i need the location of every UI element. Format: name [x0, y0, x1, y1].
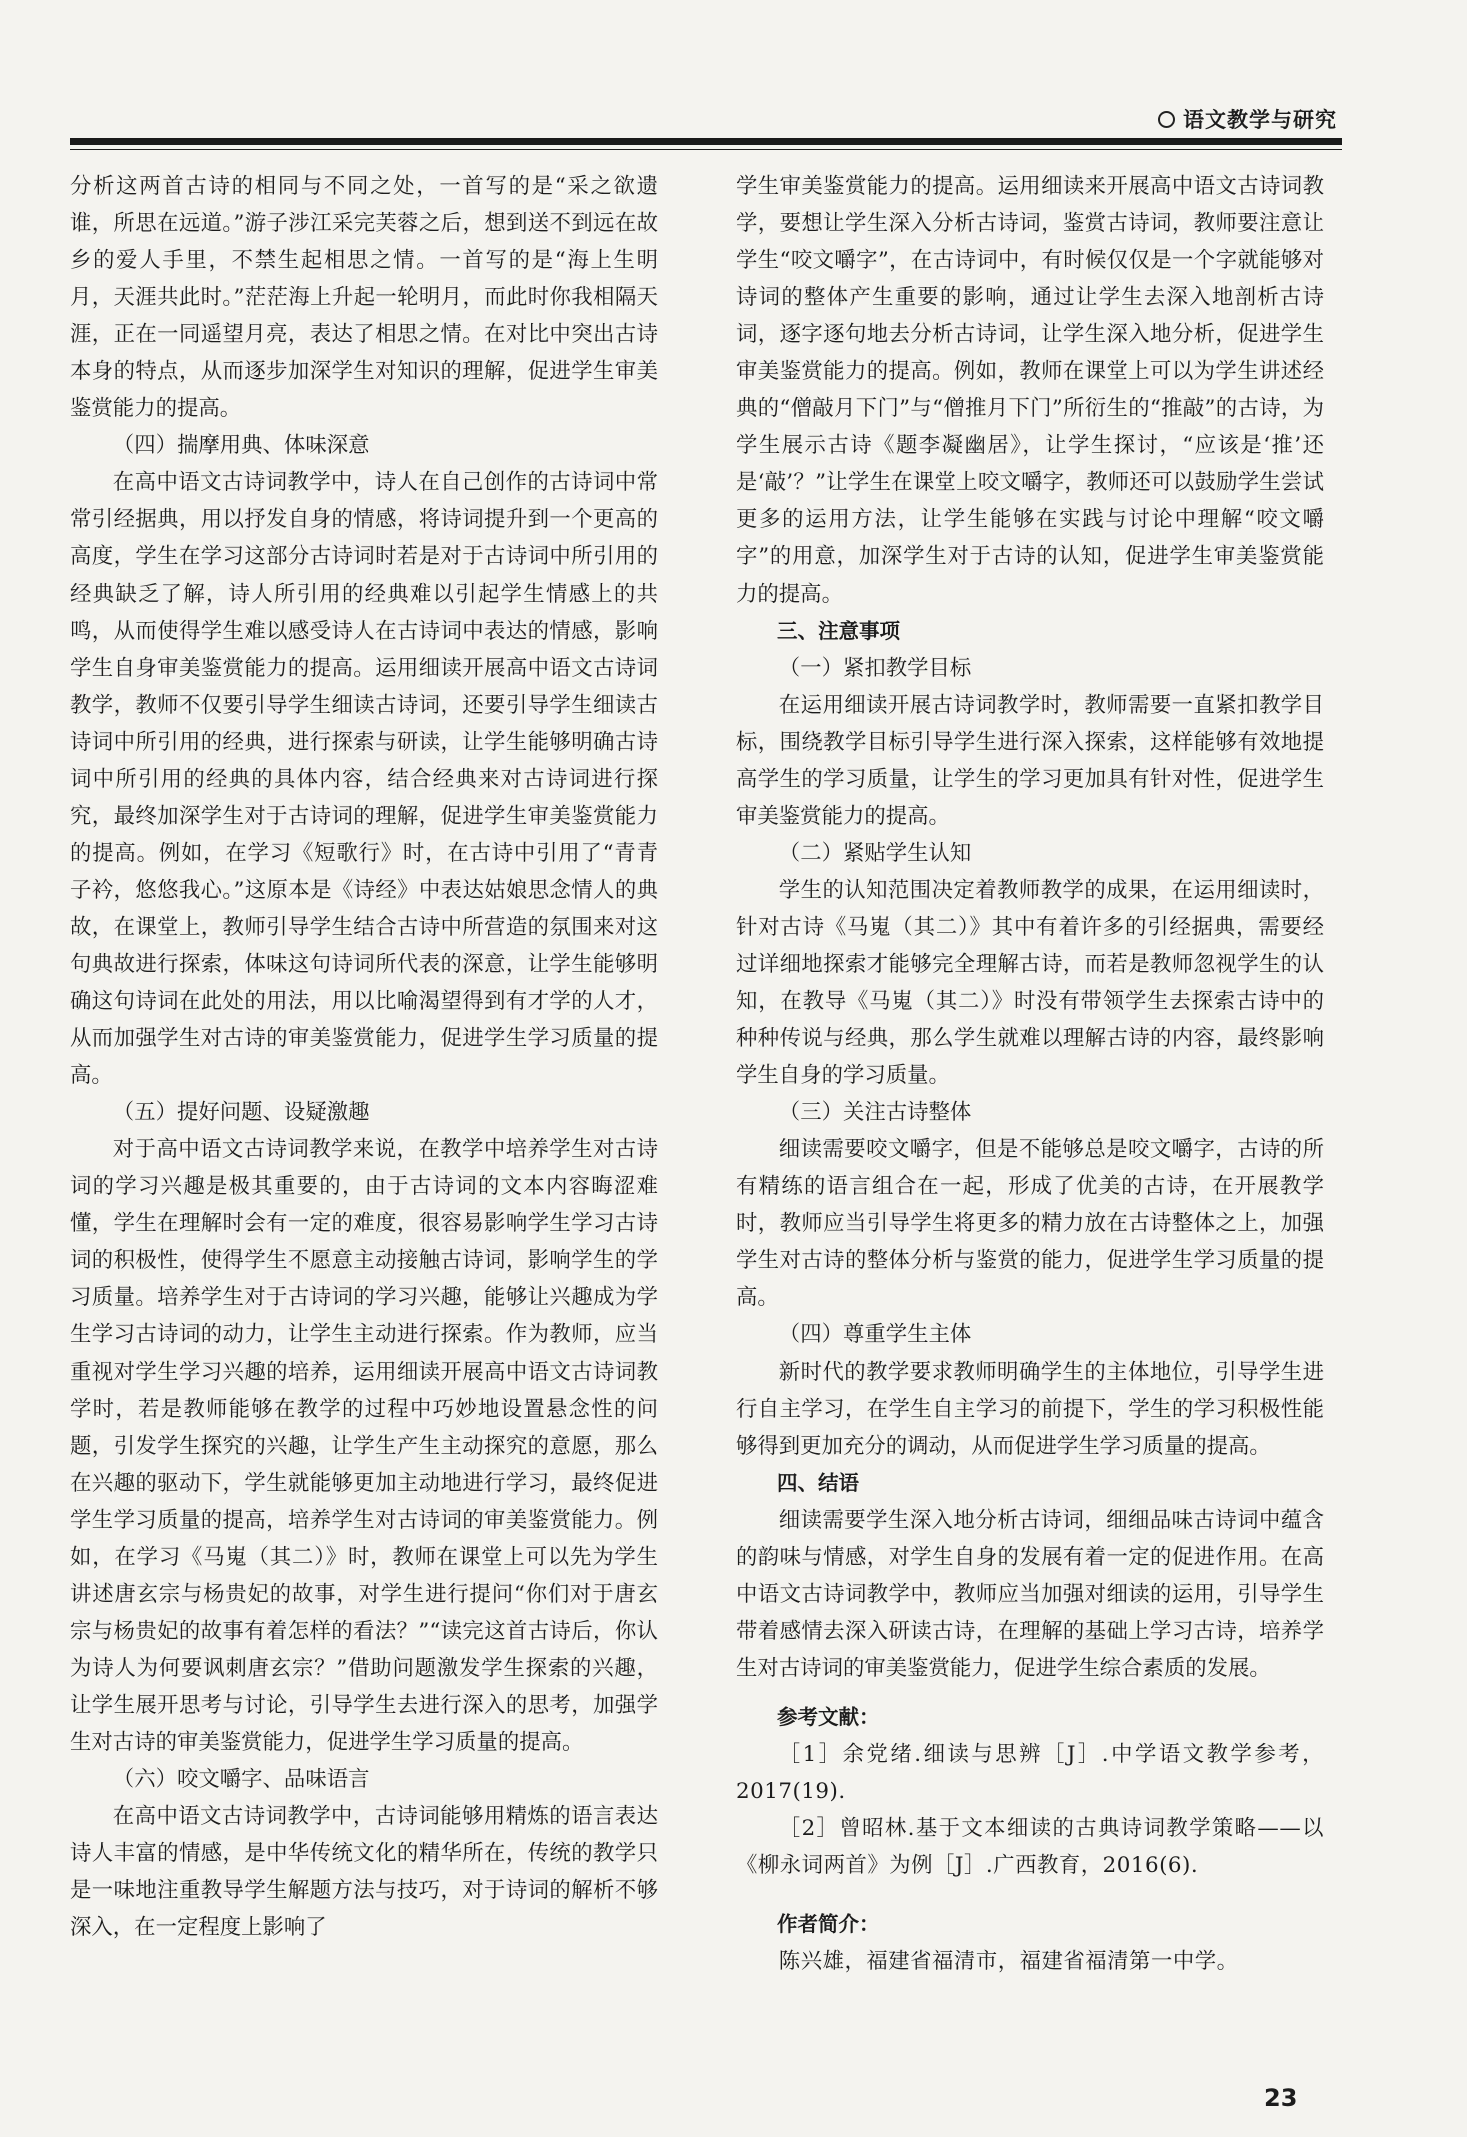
journal-title: 语文教学与研究	[1183, 108, 1337, 132]
subheading: （六）咬文嚼字、品味语言	[112, 1767, 370, 1793]
subheading: （四）尊重学生主体	[778, 1322, 972, 1348]
author-label: 作者简介：	[777, 1912, 880, 1937]
paragraph: 在高中语文古诗词教学中，古诗词能够用精炼的语言表达诗人丰富的情感，是中华传统文化的精华所在，传统的教学只是一味地注重教导学生解题方法与技巧，对于诗词的解析不够深入，在一定程度上影响了	[70, 1804, 658, 1941]
section-heading: 三、注意事项	[777, 618, 900, 643]
paragraph: 细读需要咬文嚼字，但是不能够总是咬文嚼字，古诗的所有精练的语言组合在一起，形成了优美的古诗，在开展教学时，教师应当引导学生将更多的精力放在古诗整体之上，加强学生对古诗的整体分析与鉴赏的能力，促进学生学习质量的提高。	[736, 1137, 1324, 1311]
paragraph: 新时代的教学要求教师明确学生的主体地位，引导学生进行自主学习，在学生自主学习的前提下，学生的学习积极性能够得到更加充分的调动，从而促进学生学习质量的提高。	[736, 1359, 1324, 1459]
paragraph: 对于高中语文古诗词教学来说，在教学中培养学生对古诗词的学习兴趣是极其重要的，由于古诗词的文本内容晦涩难懂，学生在理解时会有一定的难度，很容易影响学生学习古诗词的积极性，使得学生不愿意主动接触古诗词，影响学生的学习质量。培养学生对于古诗词的学习兴趣，能够让兴趣成为学生学习古诗词的动力，让学生主动进行探索。作为教师，应当重视对学生学习兴趣的培养，运用细读开展高中语文古诗词教学时，若是教师能够在教学的过程中巧妙地设置悬念性的问题，引发学生探究的兴趣，让学生产生主动探究的意愿，那么在兴趣的驱动下，学生就能够更加主动地进行学习，最终促进学生学习质量的提高，培养学生对古诗词的审美鉴赏能力。例如，在学习《马嵬（其二）》时，教师在课堂上可以先为学生讲述唐玄宗与杨贵妃的故事，对学生进行提问“你们对于唐玄宗与杨贵妃的故事有着怎样的看法？”“读完这首古诗后，你认为诗人为何要讽刺唐玄宗？”借助问题激发学生探索的兴趣，让学生展开思考与讨论，引导学生去进行深入的思考，加强学生对古诗的审美鉴赏能力，促进学生学习质量的提高。	[70, 1137, 658, 1755]
paragraph: 分析这两首古诗的相同与不同之处，一首写的是“采之欲遗谁，所思在远道。”游子涉江采完芙蓉之后，想到送不到远在故乡的爱人手里，不禁生起相思之情。一首写的是“海上生明月，天涯共此时。”茫茫海上升起一轮明月，而此时你我相隔天涯，正在一同遥望月亮，表达了相思之情。在对比中突出古诗本身的特点，从而逐步加深学生对知识的理解，促进学生审美鉴赏能力的提高。	[70, 174, 658, 422]
right-column	[736, 168, 1324, 1980]
circle-icon	[1158, 111, 1175, 128]
header-rule-thick	[70, 138, 1342, 145]
subheading: （四）揣摩用典、体味深意	[112, 433, 370, 459]
paragraph: 在高中语文古诗词教学中，诗人在自己创作的古诗词中常常引经据典，用以抒发自身的情感，将诗词提升到一个更高的高度，学生在学习这部分古诗词时若是对于古诗词中所引用的经典缺乏了解，诗人所引用的经典难以引起学生情感上的共鸣，从而使得学生难以感受诗人在古诗词中表达的情感，影响学生自身审美鉴赏能力的提高。运用细读开展高中语文古诗词教学，教师不仅要引导学生细读古诗词，还要引导学生细读古诗词中所引用的经典，进行探索与研读，让学生能够明确古诗词中所引用的经典的具体内容，结合经典来对古诗词进行探究，最终加深学生对于古诗词的理解，促进学生审美鉴赏能力的提高。例如，在学习《短歌行》时，在古诗中引用了“青青子衿，悠悠我心。”这原本是《诗经》中表达姑娘思念情人的典故，在课堂上，教师引导学生结合古诗中所营造的氛围来对这句典故进行探索，体味这句诗词所代表的深意，让学生能够明确这句诗词在此处的用法，用以比喻渴望得到有才学的人才，从而加强学生对古诗的审美鉴赏能力，促进学生学习质量的提高。	[70, 470, 658, 1089]
author-info: 陈兴雄，福建省福清市，福建省福清第一中学。	[778, 1949, 1239, 1975]
header-rule-thin	[70, 149, 1342, 150]
references-label: 参考文献：	[777, 1704, 880, 1729]
spacer	[736, 1884, 1324, 1906]
paragraph: 学生审美鉴赏能力的提高。运用细读来开展高中语文古诗词教学，要想让学生深入分析古诗词，鉴赏古诗词，教师要注意让学生“咬文嚼字”，在古诗词中，有时候仅仅是一个字就能够对诗词的整体产生重要的影响，通过让学生去深入地剖析古诗词，逐字逐句地去分析古诗词，让学生深入地分析，促进学生审美鉴赏能力的提高。例如，教师在课堂上可以为学生讲述经典的“僧敲月下门”与“僧推月下门”所衍生的“推敲”的古诗，为学生展示古诗《题李凝幽居》，让学生探讨，“应该是‘推’还是‘敲’？”让学生在课堂上咬文嚼字，教师还可以鼓励学生尝试更多的运用方法，让学生能够在实践与讨论中理解“咬文嚼字”的用意，加深学生对于古诗的认知，促进学生审美鉴赏能力的提高。	[736, 174, 1324, 607]
paragraph: 在运用细读开展古诗词教学时，教师需要一直紧扣教学目标，围绕教学目标引导学生进行深入探索，这样能够有效地提高学生的学习质量，让学生的学习更加具有针对性，促进学生审美鉴赏能力的提高。	[736, 692, 1324, 829]
section-heading: 四、结语	[777, 1470, 859, 1495]
left-column	[70, 168, 658, 1946]
subheading: （二）紧贴学生认知	[778, 840, 972, 866]
running-header	[82, 104, 1337, 134]
reference-item: ［2］曾昭林.基于文本细读的古典诗词教学策略——以《柳永词两首》为例［J］.广西教育，2016(6).	[736, 1816, 1324, 1879]
subheading: （一）紧扣教学目标	[778, 655, 972, 681]
paragraph: 细读需要学生深入地分析古诗词，细细品味古诗词中蕴含的韵味与情感，对学生自身的发展有着一定的促进作用。在高中语文古诗词教学中，教师应当加强对细读的运用，引导学生带着感情去深入研读古诗，在理解的基础上学习古诗，培养学生对古诗词的审美鉴赏能力，促进学生综合素质的发展。	[736, 1507, 1324, 1681]
reference-item: ［1］余党绪.细读与思辨［J］.中学语文教学参考，2017(19).	[736, 1741, 1324, 1805]
page-number: 23	[1264, 2084, 1298, 2112]
subheading: （三）关注古诗整体	[778, 1100, 972, 1126]
paragraph: 学生的认知范围决定着教师教学的成果，在运用细读时，针对古诗《马嵬（其二）》其中有着许多的引经据典，需要经过详细地探索才能够完全理解古诗，而若是教师忽视学生的认知，在教导《马嵬（其二）》时没有带领学生去探索古诗中的种种传说与经典，那么学生就难以理解古诗的内容，最终影响学生自身的学习质量。	[736, 877, 1324, 1089]
subheading: （五）提好问题、设疑激趣	[112, 1100, 370, 1126]
spacer	[736, 1687, 1324, 1699]
